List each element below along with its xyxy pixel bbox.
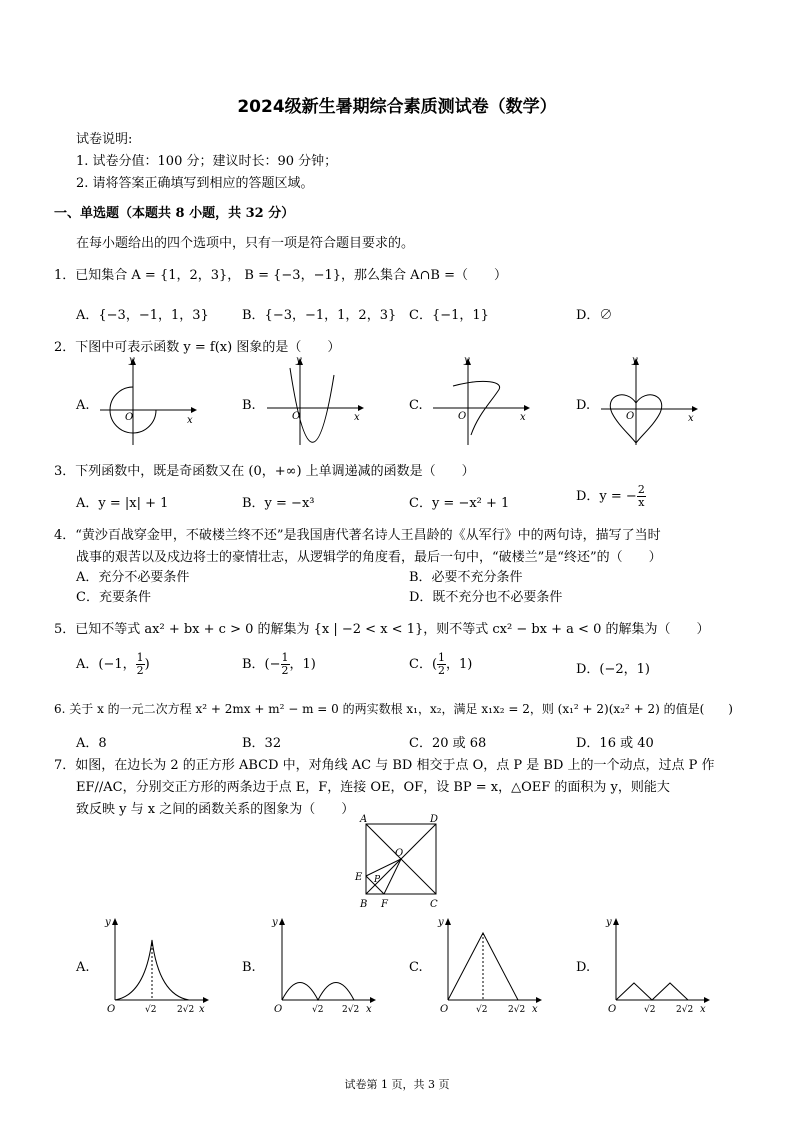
svg-text:2√2: 2√2 bbox=[508, 1005, 526, 1015]
note-2: 2. 请将答案正确填写到相应的答题区域。 bbox=[76, 176, 314, 191]
svg-text:√2: √2 bbox=[312, 1005, 324, 1015]
q2-label-a: A. bbox=[76, 398, 90, 413]
q2-label-c: C. bbox=[409, 398, 423, 413]
q4-option-a: A．充分不必要条件 bbox=[76, 570, 190, 585]
axis-y-label: y bbox=[129, 355, 135, 366]
svg-text:x: x bbox=[366, 1004, 372, 1015]
svg-text:x: x bbox=[520, 412, 526, 423]
svg-text:O: O bbox=[440, 1004, 449, 1015]
q5-option-a: A．(−1， $\frac{1}{2}$ ) bbox=[76, 651, 150, 677]
page-footer: 试卷第 1 页，共 3 页 bbox=[344, 1078, 450, 1091]
svg-text:2√2: 2√2 bbox=[177, 1005, 195, 1015]
q7-label-b: B. bbox=[242, 960, 256, 975]
q6-option-a: A．8 bbox=[76, 736, 107, 751]
q7-graph-b bbox=[262, 915, 377, 1020]
svg-text:√2: √2 bbox=[145, 1005, 157, 1015]
svg-text:x: x bbox=[700, 1004, 706, 1015]
q1-option-b: B．{−3，−1，1，2，3} bbox=[242, 308, 397, 323]
q5-option-c: C．( $\frac{1}{2}$ ，1) bbox=[409, 651, 473, 677]
svg-text:x: x bbox=[532, 1004, 538, 1015]
origin-label: O bbox=[125, 412, 134, 423]
svg-text:O: O bbox=[107, 1004, 116, 1015]
q1-option-c: C．{−1，1} bbox=[409, 308, 489, 323]
svg-text:E: E bbox=[355, 872, 363, 883]
q3-option-b: B．y = −x³ bbox=[242, 496, 315, 511]
svg-text:B: B bbox=[360, 899, 368, 910]
section-instruction: 在每小题给出的四个选项中，只有一项是符合题目要求的。 bbox=[76, 236, 415, 251]
q3-option-d: D．y = − $\frac{2}{x}$ bbox=[576, 483, 645, 509]
q7-line-2: EF//AC，分别交正方形的两条边于点 E，F，连接 OE，OF，设 BP = x，△OEF 的面积为 y，则能大 bbox=[76, 780, 670, 795]
q4-option-d: D．既不充分也不必要条件 bbox=[409, 590, 563, 605]
svg-text:y: y bbox=[296, 355, 302, 366]
q3-option-c: C．y = −x² + 1 bbox=[409, 496, 510, 511]
svg-text:O: O bbox=[458, 411, 467, 422]
q3-option-a: A．y = |x| + 1 bbox=[76, 496, 169, 511]
svg-text:A: A bbox=[360, 814, 368, 825]
svg-text:y: y bbox=[272, 917, 278, 928]
q5-option-b: B．(− $\frac{1}{2}$ ，1) bbox=[242, 651, 316, 677]
q7-graph-c bbox=[428, 915, 543, 1020]
q6-option-b: B．32 bbox=[242, 736, 282, 751]
q7-label-d: D. bbox=[576, 960, 591, 975]
q3-stem: 3．下列函数中，既是奇函数又在 (0，+∞) 上单调递减的函数是（ ） bbox=[54, 464, 475, 479]
q2-graph-d bbox=[596, 353, 701, 451]
svg-text:√2: √2 bbox=[476, 1005, 488, 1015]
svg-text:2√2: 2√2 bbox=[342, 1005, 360, 1015]
notes-title: 试卷说明: bbox=[76, 132, 133, 147]
svg-text:y: y bbox=[105, 917, 111, 928]
q2-stem: 2．下图中可表示函数 y = f(x) 图象的是（ ） bbox=[54, 340, 341, 355]
svg-text:y: y bbox=[438, 917, 444, 928]
svg-text:O: O bbox=[608, 1004, 617, 1015]
svg-text:x: x bbox=[354, 412, 360, 423]
svg-text:x: x bbox=[199, 1004, 205, 1015]
svg-text:O: O bbox=[626, 411, 635, 422]
svg-text:P: P bbox=[374, 875, 381, 885]
q7-label-a: A. bbox=[76, 960, 90, 975]
svg-text:y: y bbox=[632, 355, 638, 366]
q1-option-a: A．{−3，−1，1，3} bbox=[76, 308, 209, 323]
svg-text:2√2: 2√2 bbox=[676, 1005, 694, 1015]
svg-text:x: x bbox=[688, 413, 694, 424]
q2-graph-a bbox=[95, 353, 200, 451]
q7-line-1: 7．如图，在边长为 2 的正方形 ABCD 中，对角线 AC 与 BD 相交于点 O，点 P 是 BD 上的一个动点，过点 P 作 bbox=[54, 758, 715, 773]
q2-label-b: B. bbox=[242, 398, 256, 413]
page-title: 2024级新生暑期综合素质测试卷（数学） bbox=[237, 97, 557, 117]
q6-option-d: D．16 或 40 bbox=[576, 736, 654, 751]
svg-text:y: y bbox=[464, 355, 470, 366]
svg-text:√2: √2 bbox=[644, 1005, 656, 1015]
q7-square-figure bbox=[350, 812, 450, 912]
axis-x-label: x bbox=[187, 415, 193, 426]
q2-graph-c bbox=[428, 353, 533, 451]
q7-line-3: 致反映 y 与 x 之间的函数关系的图象为（ ） bbox=[76, 802, 355, 817]
q1-option-d: D．∅ bbox=[576, 308, 613, 323]
svg-text:D: D bbox=[430, 814, 439, 825]
q4-line-1: 4．“黄沙百战穿金甲，不破楼兰终不还”是我国唐代著名诗人王昌龄的《从军行》中的两句诗，描写了当时 bbox=[54, 528, 661, 543]
q4-line-2: 战事的艰苦以及戍边将士的豪情壮志，从逻辑学的角度看，最后一句中，“破楼兰”是“终还”的（ ） bbox=[76, 550, 662, 565]
q2-graph-b bbox=[262, 353, 367, 451]
q1-stem: 1．已知集合 A = {1，2，3}， B = {−3，−1}，那么集合 A∩B =（ ） bbox=[54, 268, 508, 283]
q7-graph-d bbox=[596, 915, 711, 1020]
q6-stem: 6. 关于 x 的一元二次方程 x² + 2mx + m² − m = 0 的两实数根 x₁，x₂，满足 x₁x₂ = 2，则 (x₁² + 2)(x₂² + 2) 的值是( ) bbox=[54, 702, 733, 716]
q5-option-d: D．(−2，1) bbox=[576, 662, 651, 677]
svg-text:y: y bbox=[606, 917, 612, 928]
section-heading: 一、单选题（本题共 8 小题，共 32 分） bbox=[54, 206, 295, 221]
q6-option-c: C．20 或 68 bbox=[409, 736, 487, 751]
q4-option-c: C．充要条件 bbox=[76, 590, 151, 605]
svg-text:C: C bbox=[430, 899, 438, 910]
svg-text:O: O bbox=[274, 1004, 283, 1015]
q7-graph-a bbox=[95, 915, 210, 1020]
q4-option-b: B．必要不充分条件 bbox=[409, 570, 523, 585]
svg-text:O: O bbox=[292, 411, 301, 422]
q5-stem: 5．已知不等式 ax² + bx + c > 0 的解集为 {x | −2 < x < 1}，则不等式 cx² − bx + a < 0 的解集为（ ） bbox=[54, 622, 710, 637]
note-1: 1. 试卷分值：100 分；建议时长：90 分钟； bbox=[76, 154, 338, 169]
q7-label-c: C. bbox=[409, 960, 423, 975]
svg-text:F: F bbox=[381, 899, 388, 910]
q2-label-d: D. bbox=[576, 398, 591, 413]
svg-text:O: O bbox=[395, 848, 404, 859]
